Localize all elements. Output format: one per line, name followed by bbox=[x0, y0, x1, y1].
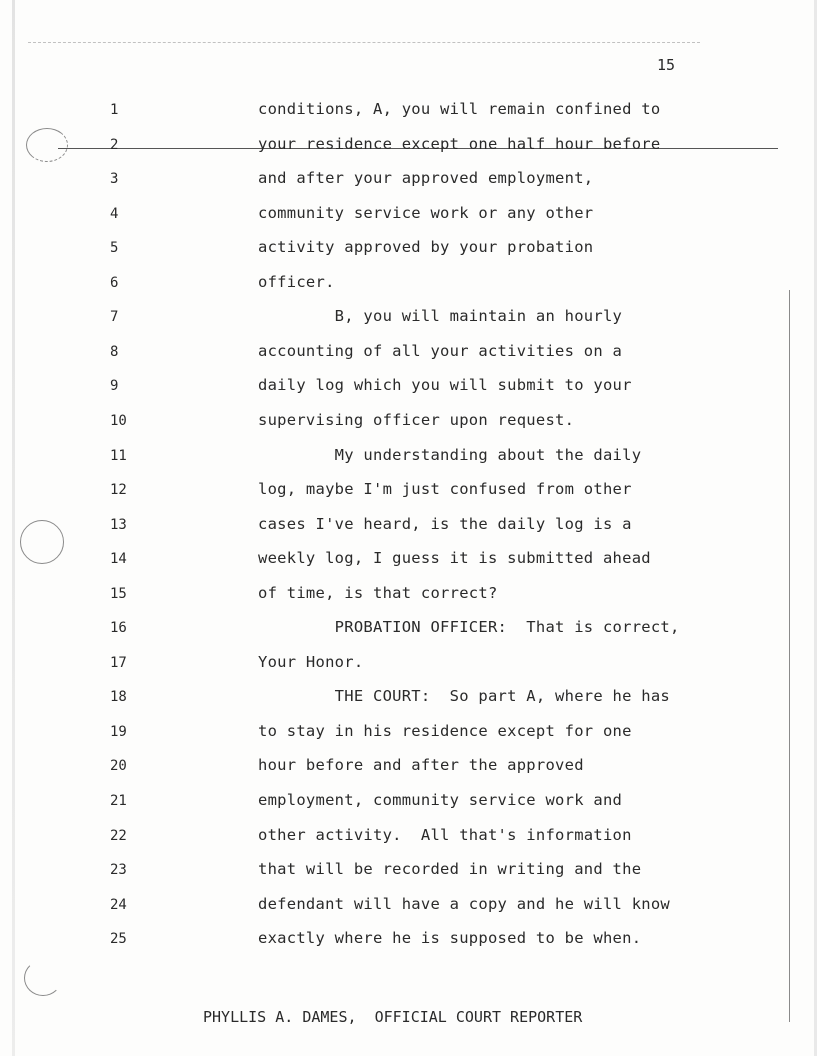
line-text: hour before and after the approved bbox=[258, 756, 584, 775]
scan-top-rule bbox=[28, 42, 700, 43]
line-text: exactly where he is supposed to be when. bbox=[258, 929, 642, 948]
line-text: other activity. All that's information bbox=[258, 825, 632, 844]
line-text: to stay in his residence except for one bbox=[258, 721, 632, 740]
line-number: 9 bbox=[110, 378, 119, 395]
line-number: 19 bbox=[110, 723, 127, 740]
punch-hole-mark bbox=[20, 520, 64, 564]
punch-hole-mark bbox=[26, 128, 68, 162]
line-number: 22 bbox=[110, 827, 127, 844]
line-number: 20 bbox=[110, 758, 127, 775]
line-number: 16 bbox=[110, 620, 127, 637]
line-number: 23 bbox=[110, 862, 127, 879]
line-text: that will be recorded in writing and the bbox=[258, 860, 642, 879]
line-text: community service work or any other bbox=[258, 203, 594, 222]
line-number: 7 bbox=[110, 309, 119, 326]
line-number: 2 bbox=[110, 136, 119, 153]
line-number: 1 bbox=[110, 102, 119, 118]
line-number: 24 bbox=[110, 896, 127, 913]
line-text: activity approved by your probation bbox=[258, 238, 594, 257]
line-text: cases I've heard, is the daily log is a bbox=[258, 514, 632, 533]
line-text: employment, community service work and bbox=[258, 791, 623, 809]
line-number: 12 bbox=[110, 482, 127, 499]
line-number: 4 bbox=[110, 205, 119, 222]
page-number: 15 bbox=[657, 56, 676, 74]
court-reporter-footer: PHYLLIS A. DAMES, OFFICIAL COURT REPORTER bbox=[203, 1008, 583, 1026]
line-number: 17 bbox=[110, 654, 127, 671]
line-text: weekly log, I guess it is submitted ahead bbox=[258, 549, 651, 568]
line-number: 5 bbox=[110, 240, 119, 257]
punch-hole-mark bbox=[24, 960, 62, 996]
line-number: 18 bbox=[110, 689, 127, 706]
line-text: B, you will maintain an hourly bbox=[258, 307, 623, 326]
line-text: and after your approved employment, bbox=[258, 169, 594, 188]
line-number: 8 bbox=[110, 343, 119, 360]
line-text: defendant will have a copy and he will know bbox=[258, 894, 671, 913]
line-text: log, maybe I'm just confused from other bbox=[258, 480, 632, 499]
line-text: your residence except one half hour before bbox=[258, 134, 661, 153]
line-text: THE COURT: So part A, where he has bbox=[258, 687, 671, 706]
line-number: 13 bbox=[110, 516, 127, 533]
line-number: 14 bbox=[110, 551, 127, 568]
line-number: 10 bbox=[110, 412, 127, 429]
line-text: daily log which you will submit to your bbox=[258, 376, 632, 395]
line-text: supervising officer upon request. bbox=[258, 410, 575, 429]
line-text: of time, is that correct? bbox=[258, 583, 498, 602]
line-text: conditions, A, you will remain confined to bbox=[258, 100, 661, 118]
line-number: 6 bbox=[110, 274, 119, 291]
scan-left-edge bbox=[12, 0, 15, 1056]
line-text: officer. bbox=[258, 272, 335, 291]
line-number: 11 bbox=[110, 447, 127, 464]
line-text: accounting of all your activities on a bbox=[258, 341, 623, 360]
line-number: 25 bbox=[110, 931, 127, 948]
line-number: 3 bbox=[110, 171, 119, 188]
line-text: My understanding about the daily bbox=[258, 445, 642, 464]
scan-right-margin-line bbox=[789, 290, 790, 1022]
line-text: Your Honor. bbox=[258, 652, 364, 671]
line-text: PROBATION OFFICER: That is correct, bbox=[258, 618, 680, 637]
line-number: 15 bbox=[110, 585, 127, 602]
line-number: 21 bbox=[110, 793, 127, 809]
